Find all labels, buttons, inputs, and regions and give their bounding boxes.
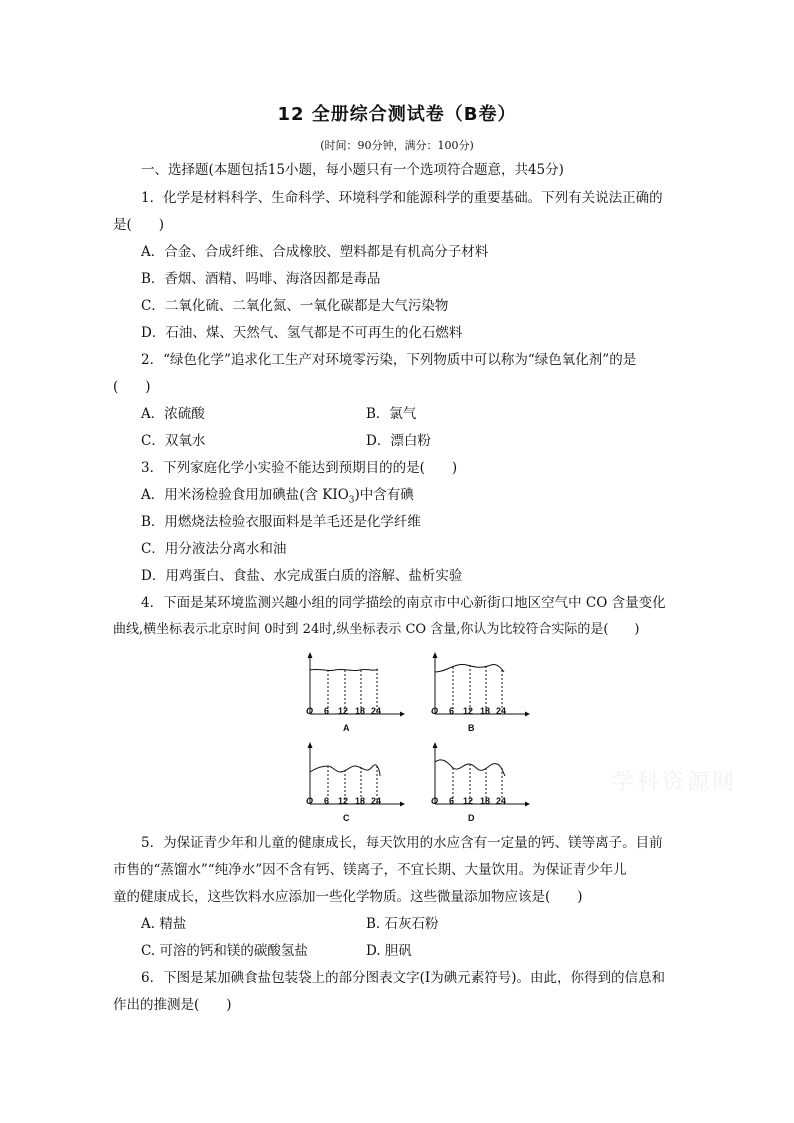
q3-option-a-text: A．用米汤检验食用加碘盐(含 KIO [141,487,349,503]
q1-stem-line1: 1．化学是材料科学、生命科学、环境科学和能源科学的重要基础。下列有关说法正确的 [141,190,663,206]
graph-d-origin: O [431,796,439,806]
graph-c-tick-12: 12 [338,796,349,806]
graph-a-tick-6: 6 [324,706,330,716]
q3-stem: 3．下列家庭化学小实验不能达到预期目的的是( ) [141,460,458,476]
graph-b [425,652,530,733]
graph-d-label: D [468,813,475,823]
q6-stem-line2: 作出的推测是( ) [113,997,232,1013]
q5-stem-line3: 童的健康成长，这些饮料水应添加一些化学物质。这些微量添加物应该是( ) [113,889,583,905]
q1-option-a: A．合金、合成纤维、合成橡胶、塑料都是有机高分子材料 [141,244,489,260]
q3-option-b: B．用燃烧法检验衣服面料是羊毛还是化学纤维 [141,514,421,530]
q3-option-d: D．用鸡蛋白、食盐、水完成蛋白质的溶解、盐析实验 [141,568,463,584]
q3-option-a-text-end: )中含有碘 [354,487,414,503]
q6-stem-line1: 6．下图是某加碘食盐包装袋上的部分图表文字(I为碘元素符号)。由此，你得到的信息和 [141,970,665,986]
graph-b-tick-18: 18 [480,706,491,716]
graph-b-tick-24: 24 [496,706,507,716]
graph-c-label: C [343,813,350,823]
graph-a-label: A [343,723,350,733]
graph-a-plot [300,652,405,722]
q1-option-b: B．香烟、酒精、吗啡、海洛因都是毒品 [141,271,381,287]
q2-option-b: B．氯气 [366,406,417,422]
graph-d [425,742,530,823]
graph-c-tick-24: 24 [371,796,382,806]
q3-option-a [141,485,721,511]
watermark: 学科资源网 [612,770,738,795]
graph-d-plot [425,742,530,812]
graph-d-tick-12: 12 [463,796,474,806]
q4-stem-line2: 曲线,横坐标表示北京时间 0时到 24时,纵坐标表示 CO 含量,你认为比较符合实际的是( ) [113,622,640,637]
q5-option-b: B. 石灰石粉 [366,916,439,932]
q1-stem-line2: 是( ) [113,217,165,233]
graph-a-tick-18: 18 [355,706,366,716]
graph-d-tick-6: 6 [449,796,455,806]
graph-a-tick-12: 12 [338,706,349,716]
q4-stem-line1: 4．下面是某环境监测兴趣小组的同学描绘的南京市中心新街口地区空气中 CO 含量变化 [141,595,666,611]
graph-a [300,652,405,733]
graph-a-origin: O [306,706,314,716]
q5-stem-line1: 5．为保证青少年和儿童的健康成长，每天饮用的水应含有一定量的钙、镁等离子。目前 [141,835,663,851]
q1-option-c: C．二氧化硫、二氧化氮、一氧化碳都是大气污染物 [141,298,449,314]
graph-b-label: B [468,723,475,733]
graph-b-plot [425,652,530,722]
q1-option-d: D．石油、煤、天然气、氢气都是不可再生的化石燃料 [141,325,463,341]
section-heading: 一、选择题(本题包括15小题，每小题只有一个选项符合题意，共45分) [141,162,564,178]
q3-option-a-subscript: 3 [348,495,355,506]
q5-stem-line2: 市售的“蒸馏水”“纯净水”因不含有钙、镁离子，不宜长期、大量饮用。为保证青少年儿 [113,862,627,878]
q3-option-c: C．用分液法分离水和油 [141,541,287,557]
page-title: 12 全册综合测试卷（B卷） [277,104,517,125]
graph-c-tick-6: 6 [324,796,330,806]
graph-d-tick-24: 24 [496,796,507,806]
graph-c [300,742,405,823]
graph-c-plot [300,742,405,812]
graph-b-tick-12: 12 [463,706,474,716]
q5-option-d: D. 胆矾 [366,943,412,959]
q2-stem-line2: ( ) [113,379,151,395]
q2-stem-line1: 2．“绿色化学”追求化工生产对环境零污染，下列物质中可以称为“绿色氧化剂”的是 [141,352,637,368]
graph-c-origin: O [306,796,314,806]
q5-option-c: C. 可溶的钙和镁的碳酸氢盐 [141,943,308,959]
q2-option-c: C．双氧水 [141,433,206,449]
graph-b-origin: O [431,706,439,716]
graph-a-tick-24: 24 [371,706,382,716]
graph-b-tick-6: 6 [449,706,455,716]
time-score-note: (时间：90分钟，满分：100分) [320,139,474,152]
q2-option-a: A．浓硫酸 [141,406,205,422]
q5-option-a: A. 精盐 [141,916,187,932]
q2-option-d: D．漂白粉 [366,433,431,449]
graph-d-tick-18: 18 [480,796,491,806]
graph-c-tick-18: 18 [355,796,366,806]
